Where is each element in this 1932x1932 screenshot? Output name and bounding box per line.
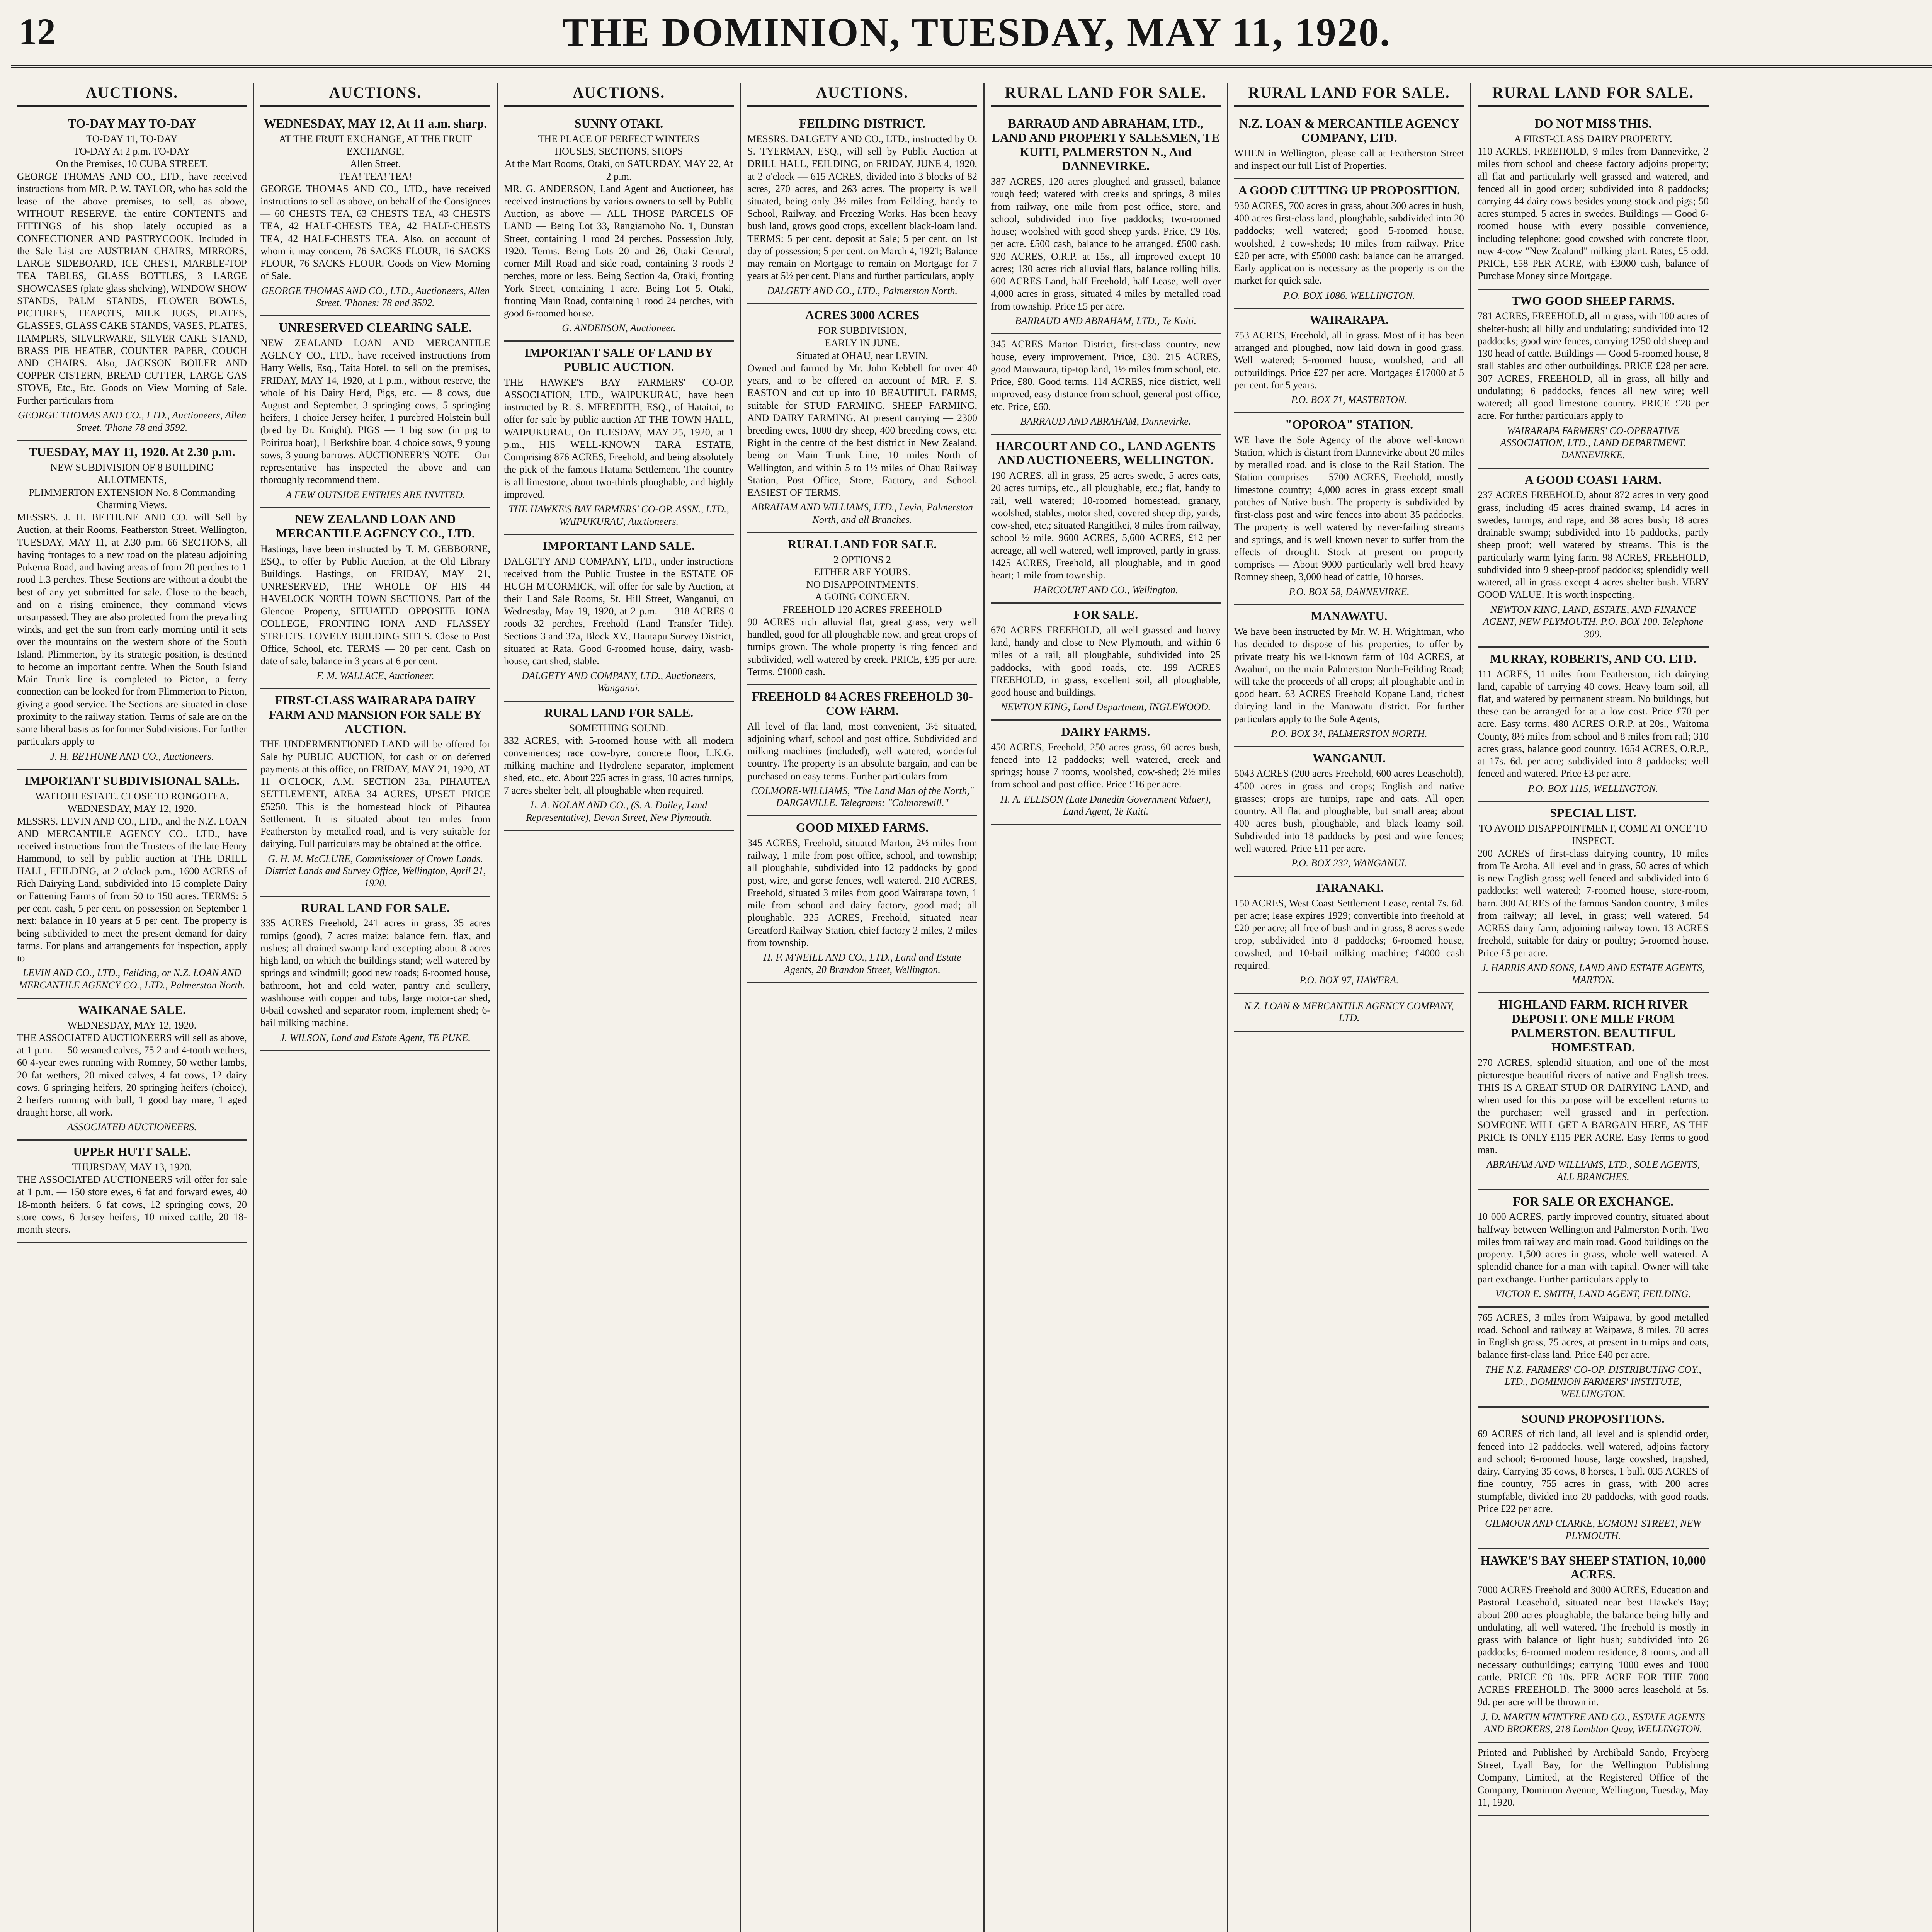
ad-signature: DALGETY AND COMPANY, LTD., Auctioneers, Wanganui.: [522, 670, 716, 694]
ad-body: 450 ACRES, Freehold, 250 acres grass, 60 acres bush, fenced into 12 paddocks; well watered, creek and springs; house 7 rooms, woolshed, cow-shed; 2½ miles from school and post office. Price £16 per acre.: [991, 741, 1221, 790]
advertisement: [1234, 309, 1464, 413]
column-heading: AUCTIONS.: [747, 83, 977, 107]
ad-heading: IMPORTANT LAND SALE.: [543, 539, 695, 553]
advertisement: [260, 689, 490, 897]
ad-signature: P.O. BOX 232, WANGANUI.: [1291, 857, 1407, 869]
ad-signature: H. F. M'NEILL AND CO., LTD., Land and Estate Agents, 20 Brandon Street, Wellington.: [763, 952, 961, 975]
ad-body: 930 ACRES, 700 acres in grass, about 300 acres in bush, 400 acres first-class land, ploughable, subdivided into 20 paddocks; well watered; good 5-roomed house, woolshed, 2 cow-sheds; 10 miles from railway. Price £20 per acre, with £5000 cash; balance can be arranged. Early application is necessary as the property is on the market for quick sale.: [1234, 200, 1464, 286]
column-heading: RURAL LAND FOR SALE.: [1478, 83, 1709, 107]
advertisement: [1478, 648, 1709, 802]
ad-body: 387 ACRES, 120 acres ploughed and grassed, balance rough feed; watered with creeks and springs, 8 miles from railway, one mile from post office, store, and school, subdivided into five paddocks; two-roomed house; woolshed with good sheep yards. Price, £9 10s. per acre. £500 cash, balance to be arranged. £500 cash. 920 ACRES, O.R.P. at 15s., all improved except 10 acres; 130 acres rich alluvial flats, balance rolling hills. 600 ACRES Land, half Freehold, half Lease, well over 4,000 acres in grass, situated 4 miles by metalled road from township. Price £5 per acre.: [991, 176, 1221, 312]
ad-signature: WAIRARAPA FARMERS' CO-OPERATIVE ASSOCIATION, LTD., LAND DEPARTMENT, DANNEVIRKE.: [1500, 425, 1686, 461]
ad-heading: A GOOD COAST FARM.: [1524, 472, 1662, 486]
ad-subheading: Situated at OHAU, near LEVIN.: [796, 350, 928, 361]
ad-signature: VICTOR E. SMITH, LAND AGENT, FEILDING.: [1495, 1288, 1691, 1299]
ad-signature: P.O. BOX 97, HAWERA.: [1299, 974, 1399, 986]
ad-heading: A GOOD CUTTING UP PROPOSITION.: [1238, 183, 1460, 197]
advertisement: [1234, 877, 1464, 994]
ad-subheading: WEDNESDAY, MAY 12, 1920.: [67, 803, 197, 815]
advertisement: [1478, 1308, 1709, 1408]
ad-heading: WAIRARAPA.: [1310, 313, 1389, 327]
column-7: [1471, 83, 1715, 1932]
ad-signature: G. ANDERSON, Auctioneer.: [562, 322, 676, 334]
ad-signature: F. M. WALLACE, Auctioneer.: [316, 670, 434, 682]
ad-body: 10 000 ACRES, partly improved country, situated about halfway between Wellington and Palmerston North. Two miles from railway and main road. Good buildings on the property. 1,500 acres in grass, whole well watered. A splendid chance for a man with capital. Owner will take part exchange. Further particulars apply to: [1478, 1211, 1709, 1285]
ad-heading: TWO GOOD SHEEP FARMS.: [1511, 293, 1675, 308]
column-2: [254, 83, 498, 1932]
ad-signature: HARCOURT AND CO., Wellington.: [1033, 584, 1178, 596]
ad-heading: N.Z. LOAN & MERCANTILE AGENCY COMPANY, LTD.: [1239, 116, 1459, 145]
ad-heading: NEW ZEALAND LOAN AND MERCANTILE AGENCY CO., LTD.: [276, 512, 475, 541]
advertisement: [747, 685, 977, 816]
ad-body: We have been instructed by Mr. W. H. Wrightman, who has decided to dispose of his properties, to offer by private treaty his well-known farm of 104 ACRES, at Awahuri, on the main Palmerston North-Feilding Road; will take the proceeds of all crops; all ploughable and in good heart. 63 ACRES Freehold Kopane Land, richest dairying land in the Manawatu district. For further particulars apply to the Sole Agents,: [1234, 626, 1464, 724]
ad-signature: J. WILSON, Land and Estate Agent, TE PUKE.: [280, 1032, 471, 1043]
ad-signature: J. D. MARTIN M'INTYRE AND CO., ESTATE AGENTS AND BROKERS, 218 Lambton Quay, WELLINGTON.: [1481, 1711, 1705, 1735]
advertisement: [17, 441, 247, 770]
ad-body: 5043 ACRES (200 acres Freehold, 600 acres Leasehold), 4500 acres in grass and crops; English and native grasses; crops are turnips, rape and oats. All open country. All flat and ploughable, but small area; about 400 acres bush, ploughable, and black loamy soil. Subdivided into 18 paddocks by post and wire fences; well watered. Price £11 per acre.: [1234, 768, 1464, 854]
ad-body: THE HAWKE'S BAY FARMERS' CO-OP. ASSOCIATION, LTD., WAIPUKURAU, have been instructed by R. S. MEREDITH, ESQ., of Hataitai, to offer for sale by public auction AT THE TOWN HALL, WAIPUKURAU, On TUESDAY, MAY 25, 1920, at 1 p.m., HIS WELL-KNOWN TARA ESTATE, Comprising 876 ACRES, Freehold, and being absolutely the pick of the famous Hatuma Settlement. The country is all limestone, about two-thirds ploughable, and highly improved.: [504, 376, 734, 500]
ad-subheading: TO AVOID DISAPPOINTMENT, COME AT ONCE TO INSPECT.: [1479, 823, 1708, 847]
ad-body: THE ASSOCIATED AUCTIONEERS will offer for sale at 1 p.m. — 150 store ewes, 6 fat and forward ewes, 40 18-month heifers, 6 fat cows, 12 springing cows, 20 store cows, 6 Jersey heifers, 10 mixed cattle, 20 18-month steers.: [17, 1174, 247, 1235]
paper-title: THE DOMINION, TUESDAY, MAY 11, 1920.: [562, 10, 1391, 54]
ad-body: All level of flat land, most convenient, 3½ situated, adjoining wharf, school and post office. Subdivided and milking machines (included), well watered, wonderful country. The property is an absolute bargain, and can be purchased on easy terms. Further particulars from: [747, 720, 977, 782]
ad-subheading: A GOING CONCERN.: [815, 591, 910, 603]
ad-heading: "OPOROA" STATION.: [1285, 417, 1413, 431]
ad-signature: A FEW OUTSIDE ENTRIES ARE INVITED.: [286, 489, 465, 500]
ad-body: 335 ACRES Freehold, 241 acres in grass, 35 acres turnips (good), 7 acres maize; balance fern, flax, and rushes; all drained swamp land excepting about 8 acres high land, on which the buildings stand; well watered by springs and windmill; good new roads; 6-roomed house, bathroom, hot and cold water, pantry and scullery, washhouse with copper and tubs, large motor-car shed, 8-bail cowshed and separator room, implement shed; 6-bail milking machine.: [260, 917, 490, 1029]
advertisement: [260, 316, 490, 508]
ad-subheading: THURSDAY, MAY 13, 1920.: [72, 1162, 192, 1173]
ad-heading: FOR SALE.: [1073, 607, 1138, 622]
ad-subheading: A FIRST-CLASS DAIRY PROPERTY.: [1514, 133, 1672, 145]
ad-subheading: SOMETHING SOUND.: [569, 722, 668, 734]
ad-signature: P.O. BOX 34, PALMERSTON NORTH.: [1271, 728, 1427, 739]
column-5: [985, 83, 1228, 1932]
advertisement: [1478, 290, 1709, 469]
ad-heading: MANAWATU.: [1311, 609, 1388, 623]
ad-signature: J. H. BETHUNE AND CO., Auctioneers.: [50, 750, 214, 762]
advertisement: [1234, 179, 1464, 309]
advertisement: [991, 435, 1221, 604]
ad-heading: HIGHLAND FARM. RICH RIVER DEPOSIT. ONE MILE FROM PALMERSTON. BEAUTIFUL HOMESTEAD.: [1498, 997, 1688, 1054]
ad-body: 90 ACRES rich alluvial flat, great grass, very well handled, good for all ploughable now, and great crops of turnips grown. The whole property is ring fenced and subdivided, well watered by creek. PRICE, £35 per acre. Terms. £1000 cash.: [747, 616, 977, 677]
ad-body: 270 ACRES, splendid situation, and one of the most picturesque beautiful rivers of native and English trees. THIS IS A GREAT STUD OR DAIRYING LAND, and when used for this purpose will be excellent returns to the purchaser; well grassed and in perfection. SOMEONE WILL GET A BARGAIN HERE, AS THE PRICE IS ONLY £115 PER ACRE. Easy Terms to good man.: [1478, 1057, 1709, 1155]
columns: [11, 83, 1932, 1932]
ad-heading: HARCOURT AND CO., LAND AGENTS AND AUCTIONEERS, WELLINGTON.: [995, 439, 1216, 467]
ad-subheading: HOUSES, SECTIONS, SHOPS: [554, 146, 683, 157]
ad-heading: WEDNESDAY, MAY 12, At 11 a.m. sharp.: [264, 116, 487, 130]
ad-heading: ACRES 3000 ACRES: [805, 308, 920, 322]
ad-signature: P.O. BOX 71, MASTERTON.: [1291, 394, 1407, 406]
ad-heading: TARANAKI.: [1314, 880, 1384, 895]
advertisement: [991, 334, 1221, 435]
advertisement: [747, 112, 977, 304]
ad-signature: GILMOUR AND CLARKE, EGMONT STREET, NEW PLYMOUTH.: [1485, 1518, 1701, 1541]
ad-signature: P.O. BOX 1115, WELLINGTON.: [1528, 782, 1658, 794]
ad-subheading: WEDNESDAY, MAY 12, 1920.: [67, 1019, 197, 1031]
ad-signature: L. A. NOLAN AND CO., (S. A. Dailey, Land Representative), Devon Street, New Plymouth.: [526, 799, 712, 823]
ad-heading: IMPORTANT SUBDIVISIONAL SALE.: [24, 774, 240, 788]
ad-body: Hastings, have been instructed by T. M. GEBBORNE, ESQ., to offer by Public Auction, at the Old Library Buildings, Hastings, on FRIDAY, MAY 21, UNRESERVED, THE WHOLE OF HIS 44 HAVELOCK NORTH TOWN SECTIONS. Part of the Glencoe Property, SITUATED OPPOSITE IONA COLLEGE, FRONTING IONA AND FLASSEY STREETS. LOVELY BUILDING SITES. Close to Post Office, School, etc. TERMS — 20 per cent. Cash on date of sale, balance in 3 years at 6 per cent.: [260, 543, 490, 667]
column-heading: RURAL LAND FOR SALE.: [991, 83, 1221, 107]
advertisement: [1478, 1549, 1709, 1743]
ad-subheading: FOR SUBDIVISION,: [818, 325, 907, 337]
ad-body: MESSRS. J. H. BETHUNE AND CO. will Sell by Auction, at their Rooms, Featherston Street, Wellington, TUESDAY, MAY 11, at 2.30 p.m. 66 SECTIONS, all having frontages to a new road on the plateau adjoining Pukerua Road, and having areas of from 20 perches to 1 rood 1.3 perches. These Sections are without a doubt the best of any yet submitted for sale. Close to the beach, and on a rising eminence, they command views unsurpassed. They are also protected from the prevailing winds, and get the sun from early morning until it sets over the mountains on the western shore of the South Island. Plimmerton, by its strategic position, is destined to become an important centre. When the South Island Main Trunk line is completed to Picton, a ferry connection can be looked for from Plimmerton to Picton, giving a good service. The Sections are situated in close proximity to the railway station. Terms of sale are on the same liberal basis as for former Subdivisions. For further particulars apply to: [17, 512, 247, 747]
column-heading: AUCTIONS.: [17, 83, 247, 107]
ad-body: Printed and Published by Archibald Sando, Freyberg Street, Lyall Bay, for the Wellington Publishing Company, Limited, at the Registered Office of the Company, Dominion Avenue, Wellington, Tuesday, May 11, 1920.: [1478, 1747, 1709, 1808]
ad-subheading: Allen Street.: [350, 158, 401, 170]
advertisement: [747, 304, 977, 533]
ad-body: 7000 ACRES Freehold and 3000 ACRES, Education and Pastoral Leasehold, situated near best Hawke's Bay; about 200 acres ploughable, the balance being hilly and undulating, all well watered. The freehold is mostly in grass with balance of light bush; subdivided into 26 paddocks; 6-roomed modern residence, 8 rooms, and all necessary outbuildings; carrying 1000 ewes and 1000 cattle. PRICE £8 10s. PER ACRE FOR THE 7000 ACRES FREEHOLD. The 3000 acres leasehold at 5s. 9d. per acre will be thrown in.: [1478, 1584, 1709, 1708]
ad-signature: P.O. BOX 58, DANNEVIRKE.: [1289, 586, 1410, 597]
advertisement: [504, 342, 734, 535]
advertisement: [1478, 112, 1709, 290]
ad-subheading: EITHER ARE YOURS.: [814, 566, 911, 578]
ad-heading: FIRST-CLASS WAIRARAPA DAIRY FARM AND MANSION FOR SALE BY AUCTION.: [269, 693, 482, 736]
ad-heading: FEILDING DISTRICT.: [799, 116, 925, 130]
column-heading: AUCTIONS.: [260, 83, 490, 107]
ad-subheading: WAITOHI ESTATE. CLOSE TO RONGOTEA.: [35, 791, 229, 802]
ad-signature: GEORGE THOMAS AND CO., LTD., Auctioneers, Allen Street. 'Phone 78 and 3592.: [18, 409, 246, 433]
ad-subheading: NO DISAPPOINTMENTS.: [806, 579, 918, 590]
ad-body: 345 ACRES Marton District, first-class country, new house, every improvement. Price, £30. 215 ACRES, good Mauwaura, tip-top land, 1½ miles from school, etc. Price, £80. Good terms. 114 ACRES, nice district, well improved, easy distance from school, general post office, etc. Price, £60.: [991, 338, 1221, 412]
advertisement: [1234, 747, 1464, 877]
ad-signature: DALGETY AND CO., LTD., Palmerston North.: [767, 285, 958, 296]
advertisement: [1234, 112, 1464, 179]
ad-signature: G. H. M. McCLURE, Commissioner of Crown Lands. District Lands and Survey Office, Wellington, April 21, 1920.: [265, 853, 486, 889]
advertisement: [1478, 469, 1709, 648]
ad-signature: COLMORE-WILLIAMS, "The Land Man of the North," DARGAVILLE. Telegrams: "Colmorewill.": [751, 785, 974, 809]
advertisement: [1234, 605, 1464, 747]
advertisement: [1478, 1743, 1709, 1816]
ad-body: 753 ACRES, Freehold, all in grass. Most of it has been arranged and ploughed, now laid down in good grass. Well watered; 5-roomed house, woolshed, and all outbuildings. Price £27 per acre. Mortgages £17000 at 5 per cent. for 5 years.: [1234, 330, 1464, 391]
masthead: [11, 7, 1932, 68]
ad-body: 765 ACRES, 3 miles from Waipawa, by good metalled road. School and railway at Waipawa, 8 miles. 70 acres in English grass, 75 acres, at present in turnips and oats, balance first-class land. Price £40 per acre.: [1478, 1311, 1709, 1361]
column-1: [11, 83, 254, 1932]
advertisement: [1478, 1190, 1709, 1308]
ad-signature: H. A. ELLISON (Late Dunedin Government Valuer), Land Agent, Te Kuiti.: [1000, 793, 1211, 817]
ad-signature: P.O. BOX 1086. WELLINGTON.: [1283, 289, 1415, 301]
ad-signature: N.Z. LOAN & MERCANTILE AGENCY COMPANY, LTD.: [1244, 1000, 1454, 1024]
ad-heading: WAIKANAE SALE.: [78, 1002, 186, 1017]
advertisement: [991, 721, 1221, 825]
ad-heading: GOOD MIXED FARMS.: [796, 820, 929, 835]
advertisement: [1478, 802, 1709, 993]
ad-subheading: FREEHOLD 120 ACRES FREEHOLD: [782, 604, 942, 615]
ad-heading: HAWKE'S BAY SHEEP STATION, 10,000 ACRES.: [1480, 1553, 1706, 1582]
ad-body: GEORGE THOMAS AND CO., LTD., have received instructions from MR. P. W. TAYLOR, who has sold the lease of the above premises, to sell, as above, WITHOUT RESERVE, the entire CONTENTS and FITTINGS of his shop lately occupied as a CONFECTIONER AND PASTRYCOOK. Included in the Sale List are AUSTRIAN CHAIRS, MIRRORS, LARGE SIDEBOARD, ICE CHEST, MARBLE-TOP TEA TABLES, GLASS BOTTLES, 3 LARGE SHOWCASES (plate glass shelving), WINDOW SHOW STANDS, PALM STANDS, FLOWER BOWLS, PICTURES, TEAPOTS, MILK JUGS, PLATES, GLASSES, GLASS CAKE STANDS, VASES, PLATES, HAMPERS, SILVERWARE, SILVER CAKE STAND, BRASS PIE HEATER, COUNTER PAPER, COUCH AND CHAIRS. Also, JACKSON BOILER AND COPPER CISTERN, BREAD CUTTER, LARGE GAS STOVE, Etc., Etc. Goods on View Morning of Sale. Further particulars from: [17, 170, 247, 406]
advertisement: [17, 1141, 247, 1243]
ad-body: 111 ACRES, 11 miles from Featherston, rich dairying land, capable of carrying 40 cows. Heavy loam soil, all flat, and watered by permanent stream. No buildings, but these can be arranged for at a low cost. Price £70 per acre. Easy terms. 480 ACRES O.R.P. at 20s., Waitoma County, 8½ miles from school and 8 miles from rail; 310 acres grass, balance good country. 1654 ACRES, O.R.P., at 17s. 6d. per acre; subdivided into 8 paddocks; well fenced and watered. Price £3 per acre.: [1478, 668, 1709, 779]
ad-body: MR. G. ANDERSON, Land Agent and Auctioneer, has received instructions by various owners to sell by Public Auction, as above — ALL THOSE PARCELS OF LAND — Being Lot 33, Rangiamoho No. 1, Dunstan Street, containing 1 rood 24 perches. Possession July, 1920. Terms. Being Lots 20 and 26, Otaki Central, corner Mill Road and side road, containing 3 roods 2 perches, more or less. Being Section 4a, Otaki, fronting York Street, containing 1 acre. Being Lot 5, Otaki, fronting Main Road, containing 1 rood 24 perches, with good 6-roomed house.: [504, 183, 734, 319]
ad-signature: J. HARRIS AND SONS, LAND AND ESTATE AGENTS, MARTON.: [1481, 962, 1705, 986]
ad-heading: FREEHOLD 84 ACRES FREEHOLD 30-COW FARM.: [752, 689, 973, 718]
advertisement: [504, 112, 734, 342]
advertisement: [1478, 1408, 1709, 1549]
advertisement: [17, 112, 247, 441]
ad-heading: IMPORTANT SALE OF LAND BY PUBLIC AUCTION.: [524, 345, 713, 374]
advertisement: [260, 112, 490, 316]
column-6: [1228, 83, 1471, 1932]
ad-body: 237 ACRES FREEHOLD, about 872 acres in very good grass, including 45 acres drained swamp, 14 acres in swedes, turnips, and rape, and 38 acres bush; 18 acres drainable swamp; subdivided into 16 paddocks, partly sheep proof; well watered by streams. This is the particularly warm lying farm. 98 ACRES, FREEHOLD, subdivided into 9 sheep-proof paddocks; splendidly well watered, all in grass except 4 acres shelter bush. VERY GOOD VALUE. It is worth inspecting.: [1478, 489, 1709, 600]
ad-signature: NEWTON KING, LAND, ESTATE, AND FINANCE AGENT, NEW PLYMOUTH. P.O. BOX 100. Telephone 309.: [1483, 604, 1704, 640]
ad-heading: RURAL LAND FOR SALE.: [544, 705, 694, 719]
ad-subheading: THE PLACE OF PERFECT WINTERS: [538, 133, 700, 145]
ad-signature: LEVIN AND CO., LTD., Feilding, or N.Z. LOAN AND MERCANTILE AGENCY CO., LTD., Palmerston North.: [19, 967, 245, 991]
column-4: [741, 83, 985, 1932]
ad-heading: SPECIAL LIST.: [1550, 806, 1636, 820]
ad-signature: BARRAUD AND ABRAHAM, LTD., Te Kuiti.: [1015, 315, 1197, 327]
ad-body: 69 ACRES of rich land, all level and is splendid order, fenced into 12 paddocks, well watered, adjoins factory and school; 6-roomed house, large cowshed, trapshed, dairy. Carrying 35 cows, 8 horses, 1 bull. 035 ACRES of fine country, 755 acres in grass, with 200 acres stumpfable, divided into 20 paddocks, with good roads. Price £22 per acre.: [1478, 1428, 1709, 1514]
ad-heading: BARRAUD AND ABRAHAM, LTD., LAND AND PROPERTY SALESMEN, TE KUITI, PALMERSTON N., And DANNEVIRKE.: [992, 116, 1220, 173]
advertisement: [17, 770, 247, 999]
ad-body: 332 ACRES, with 5-roomed house with all modern conveniences; race cow-byre, concrete floor, L.K.G. milking machine and Hydrolene separator, implement shed, etc., etc. About 225 acres in grass, 10 acres turnips, 7 acres shelter belt, all ploughable when required.: [504, 735, 734, 796]
ad-body: MESSRS. DALGETY AND CO., LTD., instructed by O. S. TYERMAN, ESQ., will sell by Public Auction at DRILL HALL, FEILDING, on FRIDAY, JUNE 4, 1920, at 2 o'clock — 615 ACRES, divided into 3 blocks of 82 acres, 270 acres, and 263 acres. The property is well situated, being only 3½ miles from Feilding, handy to School, Railway, and Freezing Works. Has been heavy bush land, grows good crops, excellent black-loam land. TERMS: 5 per cent. deposit at Sale; 5 per cent. on 1st day of possession; 5 per cent. on March 4, 1921; Balance may remain on Mortgage to remain on Mortgage for 7 years at 5½ per cent. Plans and further particulars, apply: [747, 133, 977, 282]
ad-signature: ABRAHAM AND WILLIAMS, LTD., Levin, Palmerston North, and all Branches.: [751, 502, 973, 526]
ad-heading: UPPER HUTT SALE.: [73, 1145, 191, 1159]
ad-subheading: TEA! TEA! TEA!: [338, 170, 412, 182]
ad-subheading: EARLY IN JUNE.: [825, 337, 900, 349]
ad-subheading: 2 OPTIONS 2: [833, 554, 891, 565]
ad-heading: RURAL LAND FOR SALE.: [787, 537, 937, 551]
ad-signature: THE HAWKE'S BAY FARMERS' CO-OP. ASSN., LTD., WAIPUKURAU, Auctioneers.: [509, 503, 729, 527]
advertisement: [991, 112, 1221, 334]
ad-body: DALGETY AND COMPANY, LTD., under instructions received from the Public Trustee in the ESTATE OF HUGH M'CORMICK, will offer for sale by Auction, at their Land Sale Rooms, St. Hill Street, Wanganui, on Wednesday, May 19, 1920, at 2 p.m. — 318 ACRES 0 roods 32 perches, Freehold (Land Transfer Title). Sections 3 and 37a, Block XV., Hautapu Survey District, situated at Rata. Good 6-roomed house, dairy, wash-house, cart shed, stable.: [504, 556, 734, 667]
ad-subheading: On the Premises, 10 CUBA STREET.: [56, 158, 208, 170]
column-heading: RURAL LAND FOR SALE.: [1234, 83, 1464, 107]
ad-body: 781 ACRES, FREEHOLD, all in grass, with 100 acres of shelter-bush; all hilly and undulating; subdivided into 12 paddocks; good wire fences, carrying 1250 old sheep and 130 head of cattle. Buildings — Good 5-roomed house, 8 stall stables and other outbuildings. PRICE £28 per acre. 307 ACRES, FREEHOLD, all in grass, all hilly and undulating; 6 paddocks, fences all new wire; well watered; all good limestone country. PRICE £28 per acre. For further particulars apply to: [1478, 310, 1709, 422]
ad-body: MESSRS. LEVIN AND CO., LTD., and the N.Z. LOAN AND MERCANTILE AGENCY CO., LTD., have received instructions from the Trustees of the late Henry Hammond, to sell by public auction at THE DRILL HALL, FEILDING, at 2 o'clock p.m., 1600 ACRES of Rich Dairying Land, subdivided into 15 complete Dairy or Fattening Farms of from 50 to 150 acres. TERMS: 5 per cent. cash, 5 per cent. on possession on September 1 next; balance in 10 years at 5 per cent. The property is being subdivided to meet the present demand for dairy farms. For plans and arrangements for inspection, apply to: [17, 815, 247, 964]
ad-heading: DO NOT MISS THIS.: [1534, 116, 1652, 130]
ad-signature: GEORGE THOMAS AND CO., LTD., Auctioneers, Allen Street. 'Phones: 78 and 3592.: [261, 285, 490, 309]
ad-body: THE ASSOCIATED AUCTIONEERS will sell as above, at 1 p.m. — 50 weaned calves, 75 2 and 4-tooth wethers, 60 4-year ewes running with Romney, 50 wether lambs, 20 fat wethers, 20 mixed calves, 4 fat cows, 12 dairy cows, 6 springing heifers, 20 springing heifers (choice), 2 heifers running with bull, 1 good bay mare, 1 aged draught horse, all work.: [17, 1032, 247, 1118]
ad-subheading: At the Mart Rooms, Otaki, on SATURDAY, MAY 22, At 2 p.m.: [504, 158, 733, 182]
advertisement: [17, 999, 247, 1141]
ad-subheading: NEW SUBDIVISION OF 8 BUILDING ALLOTMENTS,: [50, 462, 214, 486]
ad-heading: TO-DAY MAY TO-DAY: [68, 116, 196, 130]
advertisement: [1234, 413, 1464, 605]
ad-heading: RURAL LAND FOR SALE.: [301, 900, 450, 915]
advertisement: [1478, 993, 1709, 1190]
ad-body: Owned and farmed by Mr. John Kebbell for over 40 years, and to be offered on account of MR. F. S. EASTON and cut up into 10 BEAUTIFUL FARMS, suitable for STUD FARMING, SHEEP FARMING, AND DAIRY FARMING. At present carrying — 2300 breeding ewes, 1000 dry sheep, 400 breeding cows, etc. Right in the centre of the best district in New Zealand, being on Main Trunk Line, 10 miles North of Wellington, and within 5 to 1½ miles of Ohau Railway Station, Post Office, Store, Factory, and School. EASIEST OF TERMS.: [747, 362, 977, 498]
ad-signature: ASSOCIATED AUCTIONEERS.: [67, 1121, 197, 1133]
ad-body: 150 ACRES, West Coast Settlement Lease, rental 7s. 6d. per acre; lease expires 1929; convertible into freehold at £20 per acre; all free of bush and in grass, 8 acres swede crop, subdivided into 8 paddocks; 6-roomed house, cowshed, and 10-bail milking machine; £4000 cash required.: [1234, 897, 1464, 971]
ad-body: WHEN in Wellington, please call at Featherston Street and inspect our full List of Properties.: [1234, 147, 1464, 171]
ad-signature: THE N.Z. FARMERS' CO-OP. DISTRIBUTING COY., LTD., DOMINION FARMERS' INSTITUTE, WELLINGTON.: [1485, 1364, 1701, 1400]
ad-heading: SOUND PROPOSITIONS.: [1522, 1411, 1665, 1425]
ad-subheading: TO-DAY 11, TO-DAY: [86, 133, 178, 145]
ad-body: 345 ACRES, Freehold, situated Marton, 2½ miles from railway, 1 mile from post office, school, and township; all ploughable, subdivided into 12 paddocks by good post, wire, and gorse fences, well watered. 210 ACRES, Freehold, situated 3 miles from good Wairarapa town, 1 mile from school and dairy factory, good road; all ploughable. 325 ACRES, Freehold, situated near Greatford Railway Station, chief factory 2 miles, 2 miles from township.: [747, 837, 977, 948]
advertisement: [260, 897, 490, 1051]
ad-heading: WANGANUI.: [1312, 751, 1386, 765]
ad-subheading: PLIMMERTON EXTENSION No. 8 Commanding Charming Views.: [29, 486, 235, 510]
ad-body: 190 ACRES, all in grass, 25 acres swede, 5 acres oats, 20 acres turnips, etc., all ploughable, etc.; flat, handy to rail, well watered; 10-roomed homestead, granary, woolshed, stables, motor shed, covered sheep dip, yards, cow-shed, etc.; situated Rangitikei, 8 miles from railway, school ½ mile. 9600 ACRES, 5,600 ACRES, £12 per acreage, all well watered, well improved, partly in grass. 1425 ACRES, Freehold, all ploughable, and in good heart; 1 mile from township.: [991, 470, 1221, 581]
ad-subheading: AT THE FRUIT EXCHANGE, AT THE FRUIT EXCHANGE,: [279, 133, 472, 157]
ad-body: THE UNDERMENTIONED LAND will be offered for Sale by PUBLIC AUCTION, for cash or on deferred payments at this office, on FRIDAY, MAY 21, 1920, AT 11 O'CLOCK, A.M. SECTION 23a, PIHAUTEA SETTLEMENT, AREA 34 ACRES, UPSET PRICE £5250. This is the homestead block of Pihautea Settlement. It is situated about ten miles from Featherston by metalled road, and is very suitable for dairying. Full particulars may be obtained at the office.: [260, 738, 490, 850]
ad-body: 670 ACRES FREEHOLD, all well grassed and heavy land, handy and close to New Plymouth, and within 6 miles of a rail, all ploughable, subdivided into 25 paddocks, with good roads, etc. 199 ACRES FREEHOLD, in grass, excellent soil, all ploughable, good house and buildings.: [991, 624, 1221, 698]
ad-heading: UNRESERVED CLEARING SALE.: [279, 320, 472, 335]
ad-body: GEORGE THOMAS AND CO., LTD., have received instructions to sell as above, on behalf of the Consignees — 60 CHESTS TEA, 63 CHESTS TEA, 43 CHESTS TEA, 42 HALF-CHESTS TEA, 42 HALF-CHESTS TEA, 42 HALF-CHESTS TEA. Also, on account of whom it may concern, 76 SACKS FLOUR, 16 SACKS FLOUR, 76 SACKS FLOUR. Goods on View Morning of Sale.: [260, 183, 490, 282]
ad-body: 110 ACRES, FREEHOLD, 9 miles from Dannevirke, 2 miles from school and cheese factory adjoins property; all flat and particularly well grassed and watered, and fenced all in good order; subdivided into 8 paddocks; carrying 44 dairy cows besides young stock and pigs; 50 acres stumped, 5 acres in swedes. Buildings — Good 6-roomed house with every possible convenience, including telephone; good cowshed with concrete floor, new 4-cow "New Zealand" milking plant. Rates, £5 odd. PRICE, £58 PER ACRE, with £3000 cash, balance of Purchase Money since Mortgage.: [1478, 146, 1709, 282]
advertisement: [504, 702, 734, 831]
ad-body: NEW ZEALAND LOAN AND MERCANTILE AGENCY CO., LTD., have received instructions from Harry Wells, Esq., Taita Hotel, to sell on the premises, FRIDAY, MAY 14, 1920, at 1 p.m., without reserve, the whole of his Dairy Herd, Pigs, etc. — 8 cows, due August and September, 3 springing cows, 5 springing heifers, 1 choice Jersey heifer, 1 purebred Holstein bull (bred by Dr. Knight). PIGS — 1 big sow (in pig to Poirirua boar), 1 Berkshire boar, 4 choice sows, 9 young sows, 3 young barrows. AUCTIONEER'S NOTE — Our representative has inspected the above and can thoroughly recommend them.: [260, 337, 490, 486]
ad-heading: MURRAY, ROBERTS, AND CO. LTD.: [1490, 651, 1697, 665]
page-number: 12: [19, 11, 56, 52]
advertisement: [504, 535, 734, 701]
ad-heading: FOR SALE OR EXCHANGE.: [1512, 1194, 1674, 1208]
advertisement: [747, 816, 977, 983]
ad-heading: TUESDAY, MAY 11, 1920. At 2.30 p.m.: [29, 445, 235, 459]
ad-body: WE have the Sole Agency of the above well-known Station, which is distant from Dannevirke about 20 miles by metalled road, and is close to the Rail Station. The Station comprises — 5700 ACRES, Freehold, mostly limestone country; 4,000 acres in grass except small patches of Native bush. The property is subdivided by first-class post and wire fences into about 35 paddocks. The property is well watered by never-failing streams and springs, and is well known never to suffer from the effects of drought. Stock at present on property comprises — About 9000 particularly well bred heavy Romney sheep, 3,000 head of cattle, 10 horses.: [1234, 434, 1464, 583]
ad-signature: NEWTON KING, Land Department, INGLEWOOD.: [1000, 701, 1211, 713]
advertisement: [1234, 994, 1464, 1032]
ad-body: 200 ACRES of first-class dairying country, 10 miles from Te Aroha. All level and in grass, 50 acres of which is new English grass; well fenced and subdivided into 6 paddocks; well watered; 7-roomed house, store-room, barn. 300 ACRES of the famous Sandon country, 3 miles from railway; all level, in grass; well watered. 54 ACRES dairy farm, adjoining railway town. 13 ACRES freehold, suitable for dairy or poultry; 5-roomed house. Price £5 per acre.: [1478, 847, 1709, 959]
advertisement: [260, 508, 490, 689]
ad-signature: ABRAHAM AND WILLIAMS, LTD., SOLE AGENTS, ALL BRANCHES.: [1486, 1159, 1700, 1182]
ad-heading: SUNNY OTAKI.: [574, 116, 663, 130]
column-3: [498, 83, 741, 1932]
ad-signature: BARRAUD AND ABRAHAM, Dannevirke.: [1020, 415, 1191, 427]
ad-heading: DAIRY FARMS.: [1061, 724, 1150, 738]
column-heading: AUCTIONS.: [504, 83, 734, 107]
ad-subheading: TO-DAY At 2 p.m. TO-DAY: [73, 146, 190, 157]
advertisement: [991, 604, 1221, 721]
advertisement: [747, 533, 977, 685]
